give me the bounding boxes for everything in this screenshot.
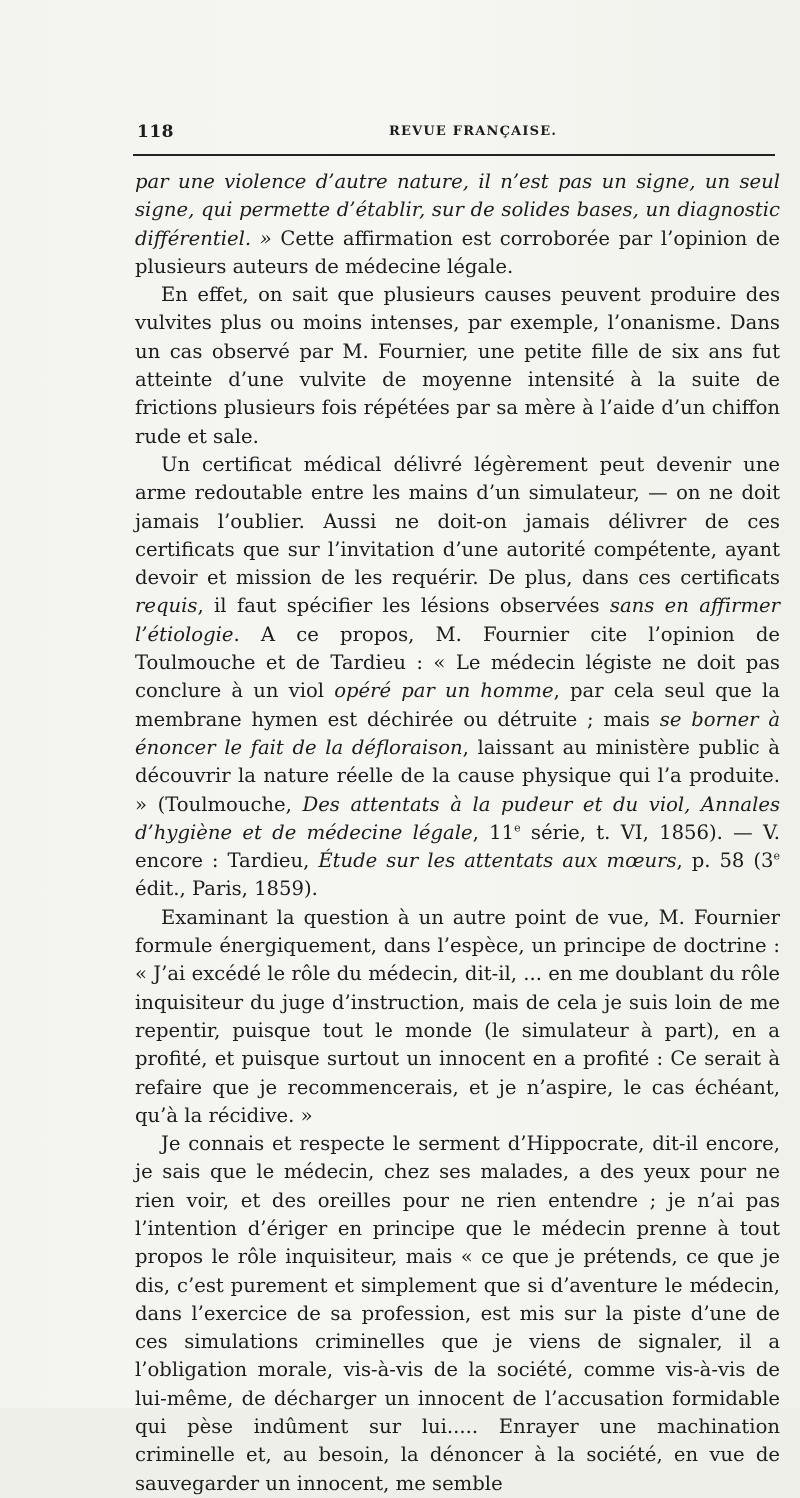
running-title: REVUE FRANÇAISE. xyxy=(389,124,558,139)
text-run: , par cela seul que la membrane hymen est déchirée ou détruite ; mais xyxy=(135,679,780,731)
page-number: 118 xyxy=(137,122,174,142)
text-run: série, t. VI, 1856). — V. encore : Tardieu, xyxy=(135,820,781,873)
text-run: , il faut spécifier les lésions observées xyxy=(197,594,610,618)
text-run: , p. 58 (3 xyxy=(676,849,774,873)
italic-text: Des attentats à la pudeur et du viol, Annales d’hygiène et de médecine légale xyxy=(135,792,781,844)
italic-text: Étude sur les attentats aux mœurs xyxy=(318,849,677,873)
superscript: e xyxy=(514,821,521,835)
paragraph xyxy=(135,904,780,1130)
text-run: Examinant la question à un autre point de vue, M. Fournier formule énergiquement, dans l’espèce, un principe de doctrine : « J’ai excédé le rôle du médecin, dit-il, ... en me doublant du rôle inquisiteur du juge d’instruction, mais de cela je suis loin de me repentir, puisque tout le monde (le simulateur à part), en a profité, et puisque surtout un innocent en a profité : Ce serait à refaire que je recommencerais, et je n’aspire, le cas échéant, qu’à la récidive. » xyxy=(135,905,780,1127)
text-run: . A ce propos, M. Fournier cite l’opinion de Toulmouche et de Tardieu : « Le médecin légiste ne doit pas conclure à un viol xyxy=(135,622,780,703)
italic-text: se borner à énoncer le fait de la défloraison xyxy=(135,707,780,759)
text-run: Je connais et respecte le serment d’Hippocrate, dit-il encore, je sais que le médecin, chez ses malades, a des yeux pour ne rien voir, et des oreilles pour ne rien entendre ; je n’ai pas l’intention d’ériger en principe que le médecin prenne à tout propos le rôle inquisiteur, mais « ce que je prétends, ce que je dis, c’est purement et simplement que si d’aventure le médecin, dans l’exercice de sa profession, est mis sur la piste d’une de ces simulations criminelles que je viens de signaler, il a l’obligation morale, vis-à-vis de la société, comme vis-à-vis de lui-même, de décharger un innocent de l’accusation formidable qui pèse indûment sur lui..... Enrayer une machination criminelle et, au besoin, la dénoncer à la société, en vue de sauvegarder un innocent, me semble xyxy=(135,1132,780,1495)
paragraph xyxy=(135,451,780,904)
text-run: Un certificat médical délivré légèrement peut devenir une arme redoutable entre les mains d’un simulateur, — on ne doit jamais l’oublier. Aussi ne doit-on jamais délivrer de ces certificats que sur l’invitation d’une autorité compétente, ayant devoir et mission de les requérir. De plus, dans ces certificats xyxy=(135,452,780,590)
text-run: En effet, on sait que plusieurs causes peuvent produire des vulvites plus ou moins intenses, par exemple, l’onanisme. Dans un cas observé par M. Fournier, une petite fille de six ans fut atteinte d’une vulvite de moyenne intensité à la suite de frictions plusieurs fois répétées par sa mère à l’aide d’un chiffon rude et sale. xyxy=(135,283,780,448)
text-run: , laissant au ministère public à découvrir la nature réelle de la cause physique qui l’a produite. » (Toulmouche, xyxy=(135,735,780,816)
text-run: , 11 xyxy=(472,820,515,844)
page-header xyxy=(137,122,758,144)
superscript: e xyxy=(773,849,780,863)
italic-text: opéré par un homme xyxy=(334,679,554,703)
italic-text: par une violence d’autre nature, il n’est pas un signe, un seul signe, qui permette d’établir, sur de solides bases, un diagnostic différentiel. » xyxy=(135,170,780,250)
italic-text: requis xyxy=(135,594,198,618)
text-run: édit., Paris, 1859). xyxy=(135,877,318,901)
body-text xyxy=(135,168,780,1498)
paragraph xyxy=(135,168,780,281)
text-run: Cette affirmation est corroborée par l’opinion de plusieurs auteurs de médecine légale. xyxy=(135,226,780,278)
paragraph xyxy=(135,281,780,451)
paragraph xyxy=(135,1130,780,1498)
header-rule xyxy=(133,154,775,156)
italic-text: sans en affirmer l’étiologie xyxy=(135,594,780,646)
